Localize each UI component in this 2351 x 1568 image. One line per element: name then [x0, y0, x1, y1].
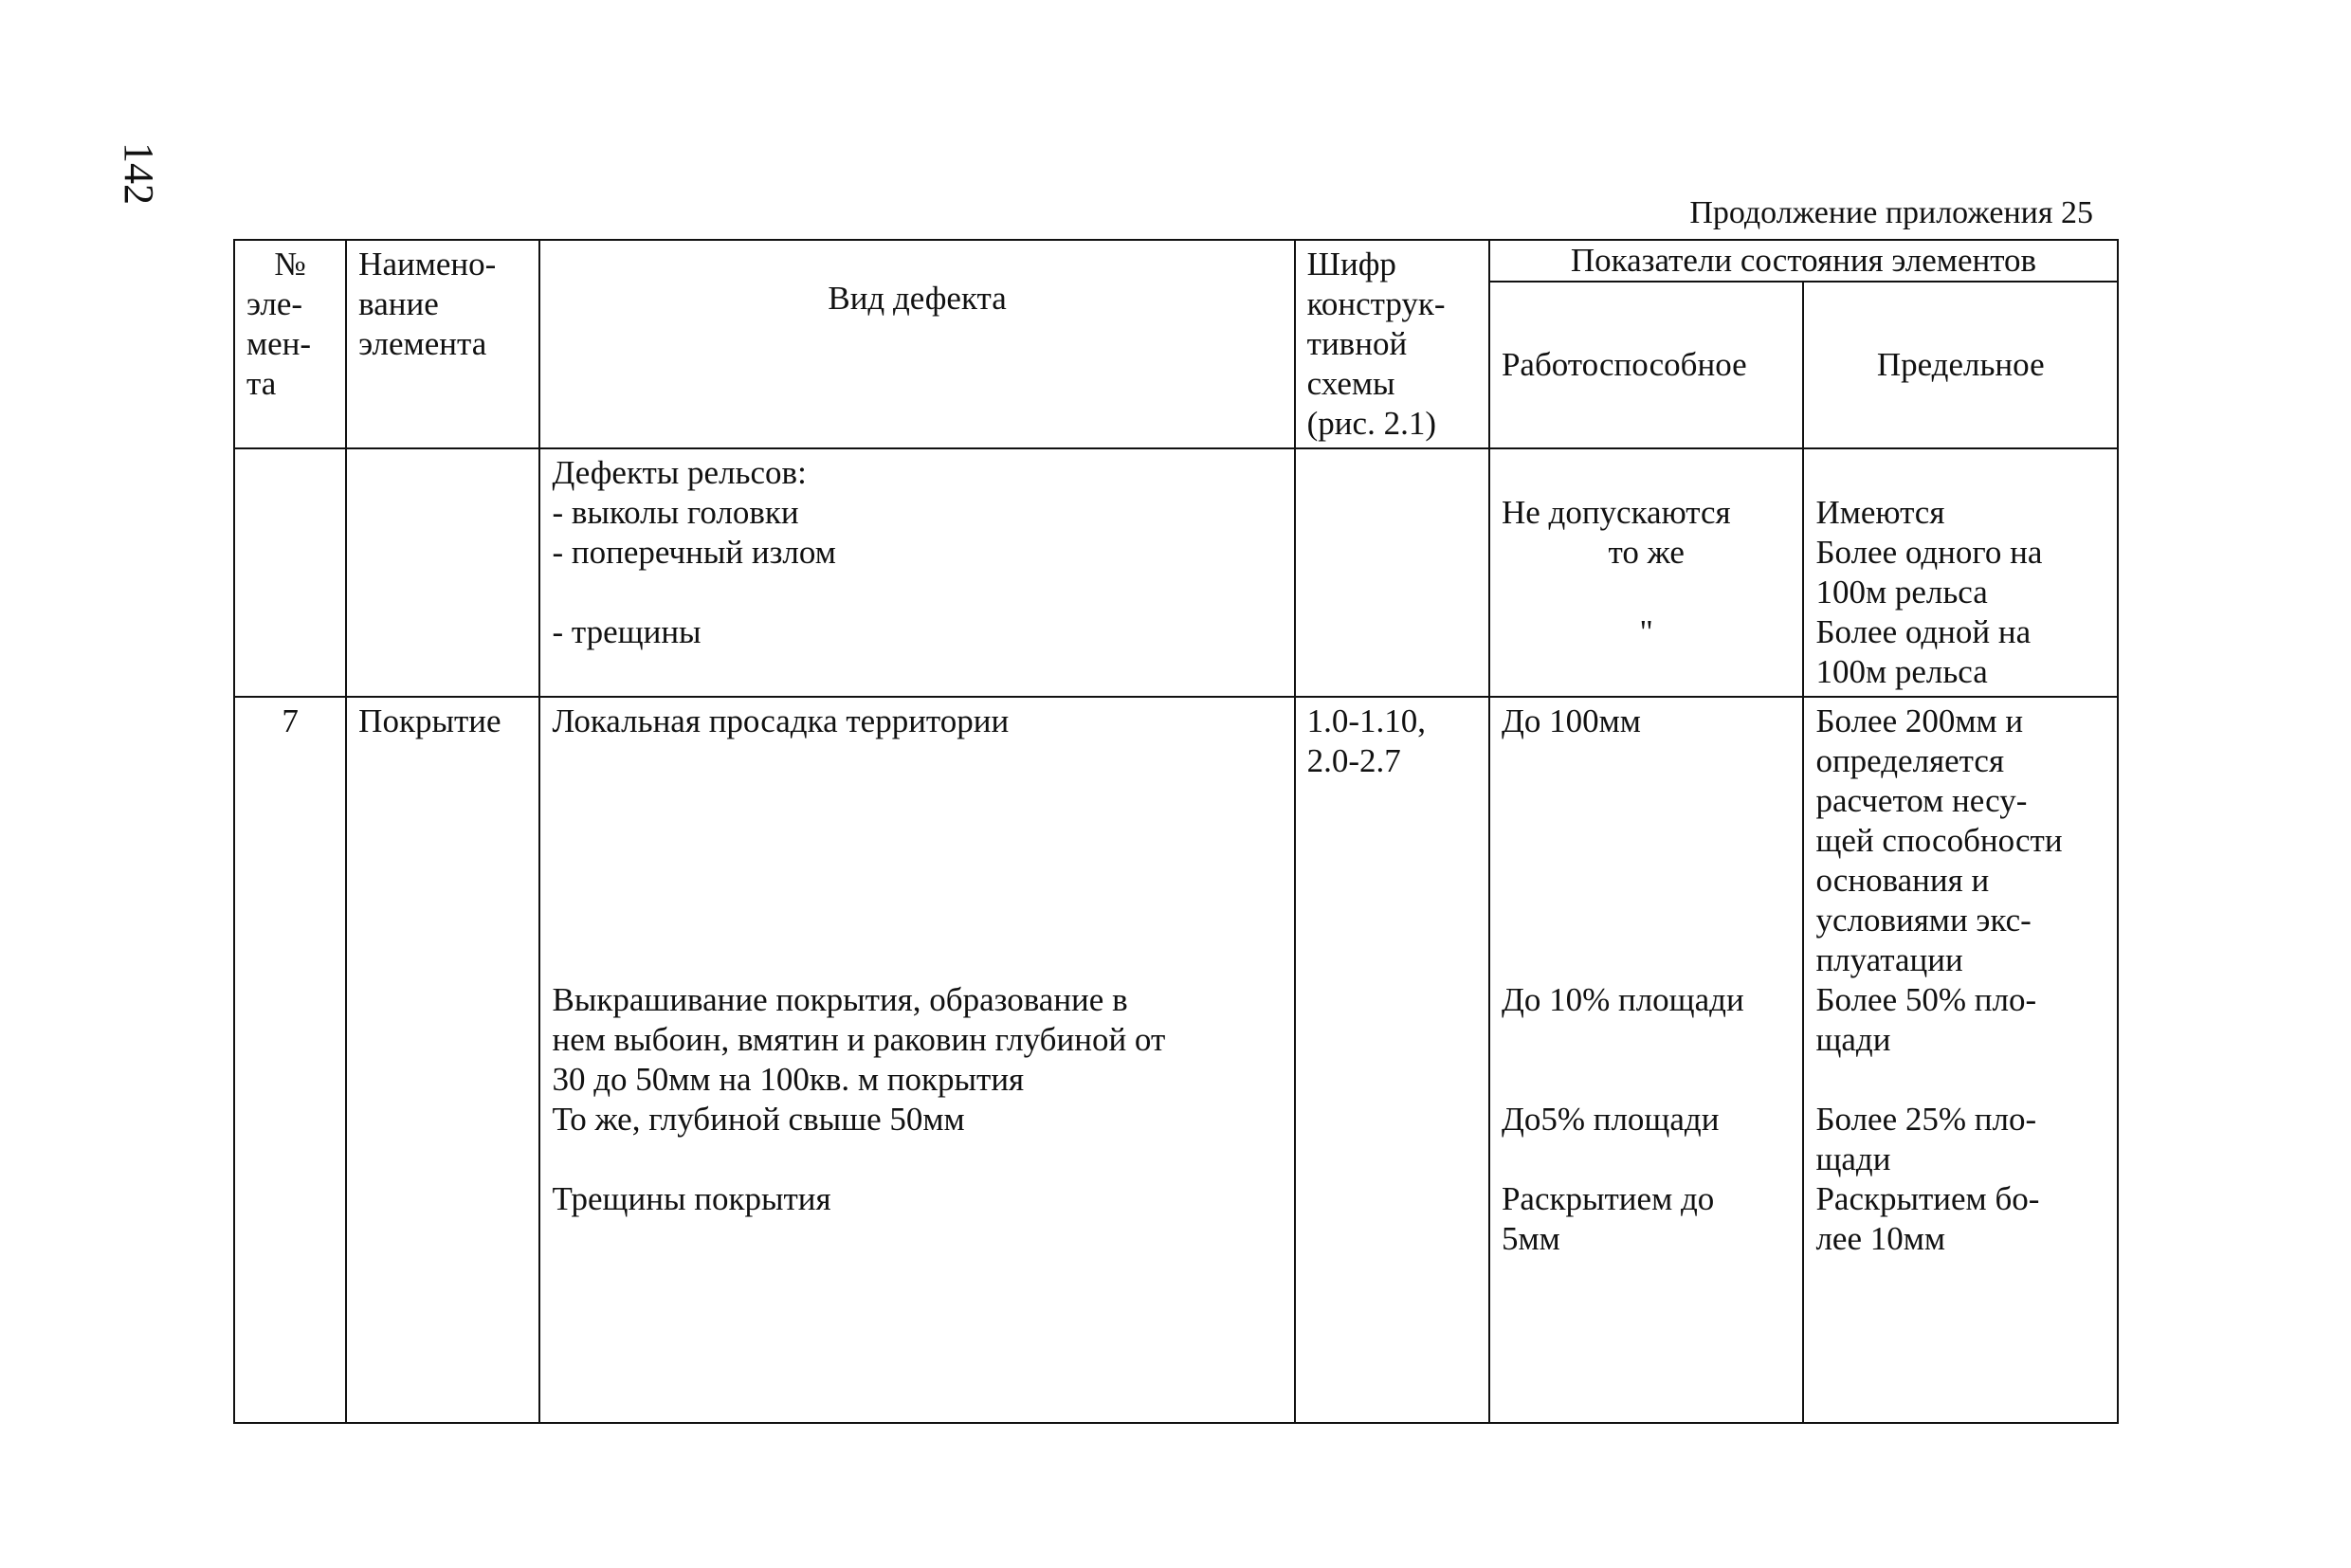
- limit-line: 100м рельса: [1815, 653, 1988, 690]
- code-line: 2.0-2.7: [1306, 742, 1401, 779]
- spacer: [552, 1140, 1282, 1179]
- spacer: [1502, 1020, 1791, 1100]
- limit-line: щей способности: [1815, 822, 2063, 859]
- header-scheme-code: [1295, 240, 1489, 448]
- header-code-line: конструк-: [1306, 285, 1446, 322]
- workable-line: До 10% площади: [1501, 981, 1744, 1018]
- spacer: [1815, 1060, 2105, 1100]
- limit-line: плуатации: [1815, 941, 1963, 978]
- limit-line: Раскрытием бо-: [1815, 1180, 2040, 1217]
- header-code-line: схемы: [1306, 365, 1395, 402]
- limit-line: основания и: [1815, 862, 1990, 899]
- defect-line: - выколы головки: [552, 494, 799, 531]
- table-row: [234, 697, 2118, 1423]
- limit-line: 100м рельса: [1815, 574, 1988, 611]
- defects-table: [233, 239, 2119, 1424]
- cell-scheme-code: [1295, 448, 1489, 697]
- header-row-1: [234, 240, 2118, 282]
- cell-element-number: 7: [234, 697, 346, 1423]
- limit-line: Более 50% пло-: [1815, 981, 2037, 1018]
- header-name-line: Наимено-: [358, 246, 497, 283]
- limit-line: Более 25% пло-: [1815, 1101, 2037, 1138]
- header-workable: Работоспособное: [1489, 282, 1803, 448]
- limit-line: расчетом несу-: [1815, 782, 2028, 819]
- defect-line: То же, глубиной свыше 50мм: [552, 1101, 965, 1138]
- spacer: [552, 741, 1282, 980]
- header-indicators: Показатели состояния элементов: [1489, 240, 2118, 282]
- header-num-line: эле-: [246, 285, 303, 322]
- cell-element-name: Покрытие: [346, 697, 539, 1423]
- workable-line: 5мм: [1501, 1220, 1560, 1257]
- header-code-line: тивной: [1306, 325, 1408, 362]
- defect-line: Выкрашивание покрытия, образование в: [552, 981, 1128, 1018]
- workable-line: то же: [1608, 534, 1685, 571]
- limit-line: определяется: [1815, 742, 2005, 779]
- header-code-line: Шифр: [1306, 246, 1396, 283]
- limit-line: Более 200мм и: [1815, 702, 2024, 739]
- spacer: [1502, 1140, 1791, 1179]
- cell-element-name: [346, 448, 539, 697]
- workable-line: Не допускаются: [1501, 494, 1731, 531]
- workable-line: До5% площади: [1501, 1101, 1720, 1138]
- limit-line: щади: [1815, 1140, 1891, 1177]
- header-name-line: элемента: [358, 325, 487, 362]
- header-name-line: вание: [358, 285, 439, 322]
- defect-line: - трещины: [552, 613, 702, 650]
- spacer: [1502, 741, 1791, 980]
- limit-line: условиями экс-: [1815, 902, 2032, 939]
- defect-line: 30 до 50мм на 100кв. м покрытия: [552, 1061, 1025, 1098]
- defect-line: Локальная просадка территории: [552, 702, 1010, 739]
- cell-element-number: [234, 448, 346, 697]
- cell-limit: [1803, 448, 2118, 697]
- header-num-line: та: [246, 365, 277, 402]
- limit-line: Имеются: [1815, 494, 1945, 531]
- workable-line: ": [1639, 613, 1653, 650]
- header-element-number: [234, 240, 346, 448]
- defect-line: [552, 573, 1282, 612]
- cell-workable: [1489, 697, 1803, 1423]
- header-num-line: мен-: [246, 325, 312, 362]
- cell-limit: [1803, 697, 2118, 1423]
- cell-defect: [539, 448, 1294, 697]
- defect-line: Дефекты рельсов:: [552, 454, 807, 491]
- header-limit: Предельное: [1803, 282, 2118, 448]
- header-num-line: №: [274, 246, 306, 283]
- cell-workable: [1489, 448, 1803, 697]
- header-element-name: [346, 240, 539, 448]
- cell-scheme-code: [1295, 697, 1489, 1423]
- table-caption: Продолжение приложения 25: [1689, 195, 2093, 230]
- limit-line: Более одного на: [1815, 534, 2043, 571]
- cell-defect: [539, 697, 1294, 1423]
- defect-line: - поперечный излом: [552, 534, 836, 571]
- workable-line: [1502, 453, 1791, 493]
- page-number: 142: [116, 142, 162, 205]
- header-defect-type: Вид дефекта: [539, 240, 1294, 448]
- code-line: 1.0-1.10,: [1306, 702, 1427, 739]
- table-row: [234, 448, 2118, 697]
- workable-line: Раскрытием до: [1501, 1180, 1715, 1217]
- limit-line: щади: [1815, 1021, 1891, 1058]
- workable-line: [1502, 573, 1791, 612]
- defect-line: Трещины покрытия: [552, 1180, 831, 1217]
- defect-line: нем выбоин, вмятин и раковин глубиной от: [552, 1021, 1166, 1058]
- limit-line: лее 10мм: [1815, 1220, 1946, 1257]
- limit-line: [1815, 453, 2105, 493]
- workable-line: До 100мм: [1501, 702, 1641, 739]
- header-code-line: (рис. 2.1): [1306, 405, 1436, 442]
- limit-line: Более одной на: [1815, 613, 2032, 650]
